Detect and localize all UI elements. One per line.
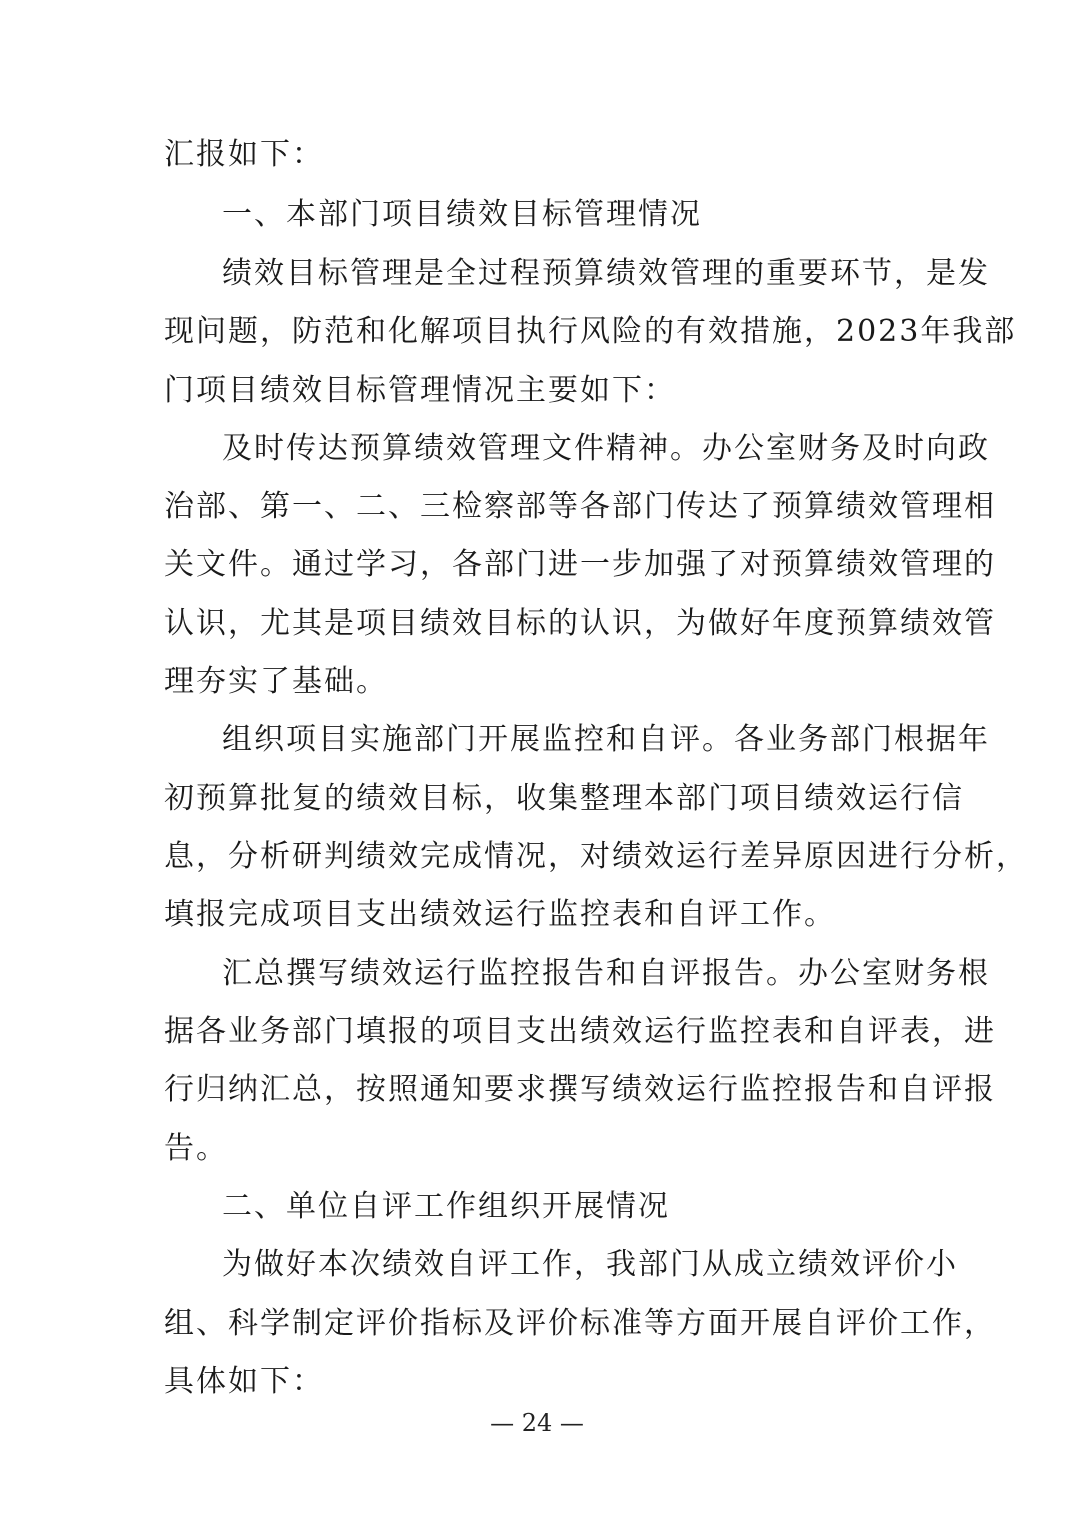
text-line: 汇报如下： [164, 137, 324, 172]
text-line: 治部、第一、二、三检察部等各部门传达了预算绩效管理相 [164, 489, 996, 524]
section-heading: 一、本部门项目绩效目标管理情况 [222, 197, 702, 232]
text-line: 组、科学制定评价指标及评价标准等方面开展自评价工作， [164, 1306, 996, 1341]
text-line: 理夯实了基础。 [164, 664, 388, 699]
text-line: 填报完成项目支出绩效运行监控表和自评工作。 [164, 897, 836, 932]
text-line: 现问题，防范和化解项目执行风险的有效措施，2023年我部 [164, 314, 1017, 349]
text-line: 行归纳汇总，按照通知要求撰写绩效运行监控报告和自评报 [164, 1072, 996, 1107]
text-line: 组织项目实施部门开展监控和自评。各业务部门根据年 [222, 722, 990, 757]
text-line: 据各业务部门填报的项目支出绩效运行监控表和自评表，进 [164, 1014, 996, 1049]
text-line: 息，分析研判绩效完成情况，对绩效运行差异原因进行分析， [164, 839, 1028, 874]
text-line: 及时传达预算绩效管理文件精神。办公室财务及时向政 [222, 431, 990, 466]
text-line: 具体如下： [164, 1364, 324, 1399]
text-line: 告。 [164, 1131, 228, 1166]
page-number: — 24 — [490, 1409, 584, 1437]
text-line: 初预算批复的绩效目标，收集整理本部门项目绩效运行信 [164, 781, 964, 816]
text-line: 汇总撰写绩效运行监控报告和自评报告。办公室财务根 [222, 956, 990, 991]
section-heading: 二、单位自评工作组织开展情况 [222, 1189, 670, 1224]
text-line: 关文件。通过学习，各部门进一步加强了对预算绩效管理的 [164, 547, 996, 582]
text-line: 门项目绩效目标管理情况主要如下： [164, 373, 676, 408]
text-line: 绩效目标管理是全过程预算绩效管理的重要环节，是发 [222, 256, 990, 291]
text-line: 认识，尤其是项目绩效目标的认识，为做好年度预算绩效管 [164, 606, 996, 641]
text-line: 为做好本次绩效自评工作，我部门从成立绩效评价小 [222, 1247, 958, 1282]
